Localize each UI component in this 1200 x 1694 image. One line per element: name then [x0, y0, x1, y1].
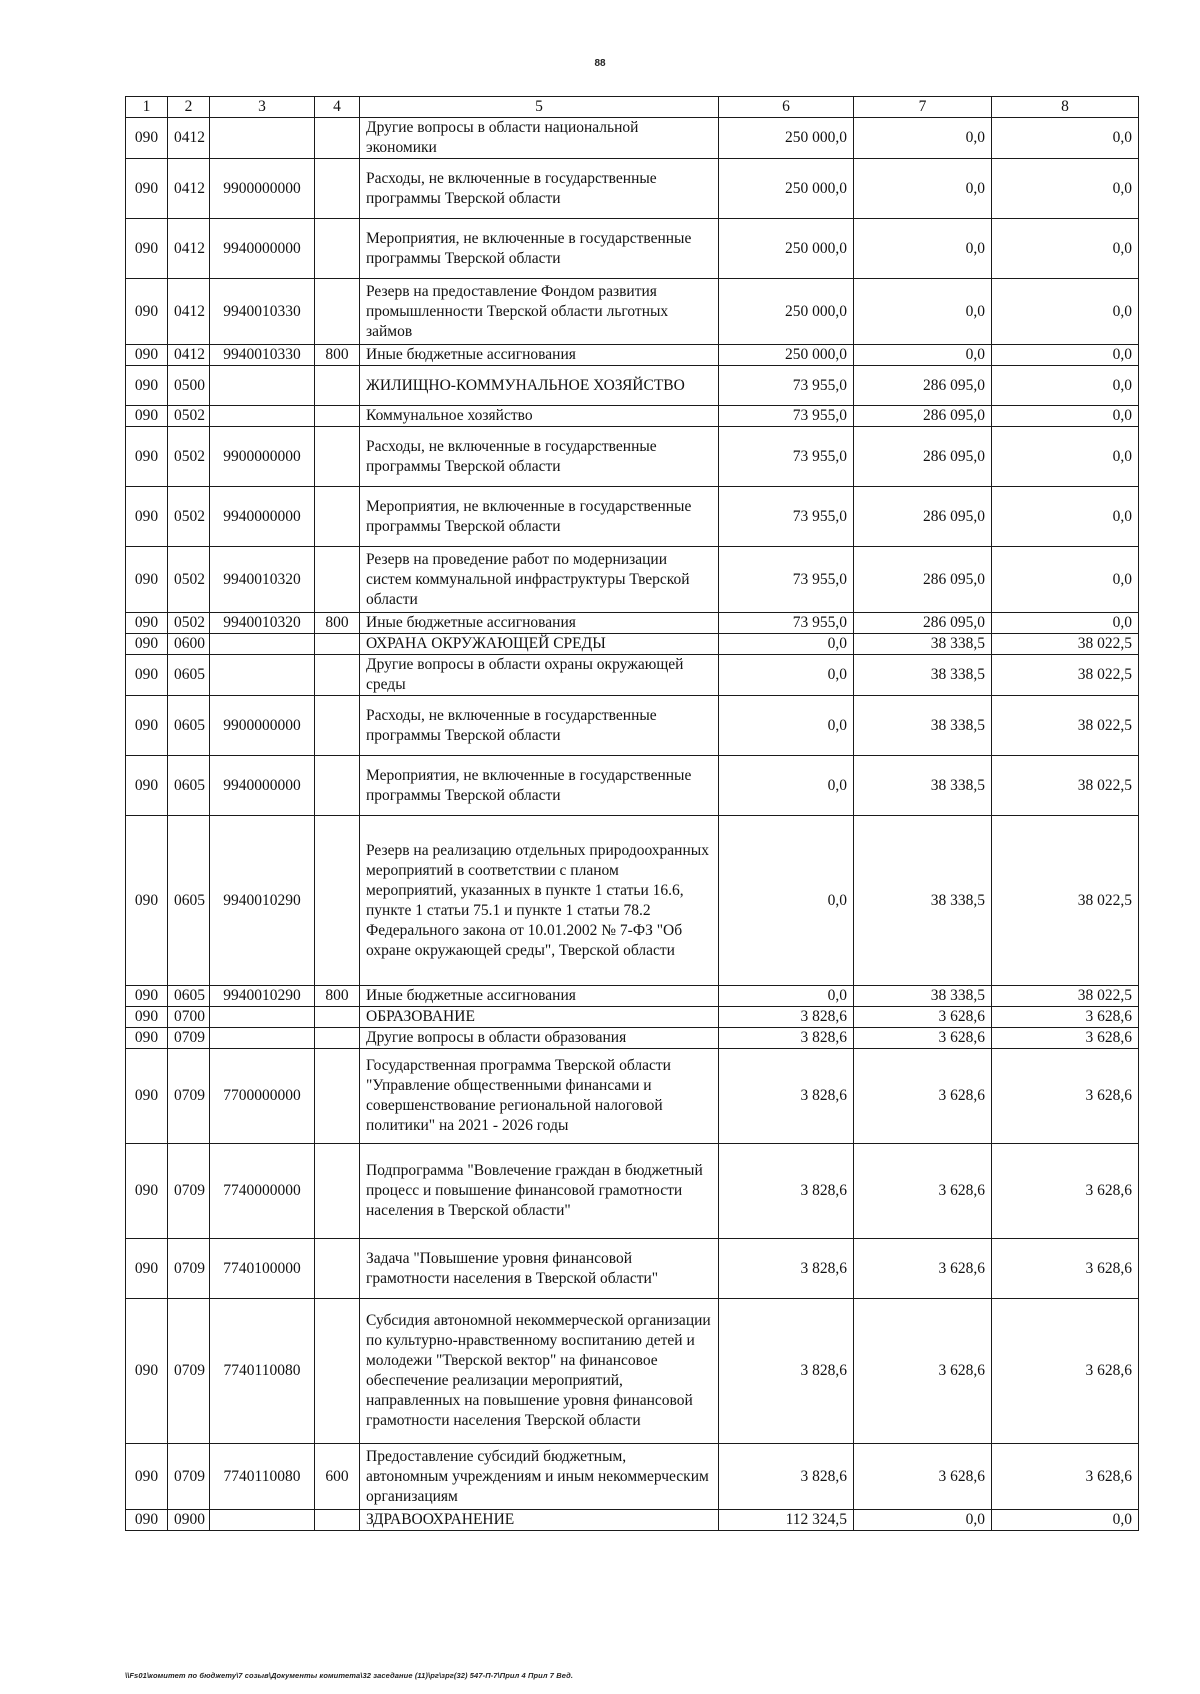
- amount-year-1: 0,0: [719, 986, 854, 1007]
- admin-code: 090: [126, 986, 168, 1007]
- amount-year-1: 0,0: [719, 655, 854, 696]
- section-code: 0709: [168, 1239, 210, 1299]
- item-name: Иные бюджетные ассигнования: [360, 986, 719, 1007]
- page-number: 88: [594, 58, 606, 69]
- admin-code: 090: [126, 487, 168, 547]
- item-name: Другие вопросы в области охраны окружающей среды: [360, 655, 719, 696]
- expense-type-code: [315, 756, 360, 816]
- expense-type-code: [315, 366, 360, 406]
- amount-year-3: 38 022,5: [992, 634, 1139, 655]
- section-code: 0502: [168, 487, 210, 547]
- target-article-code: [210, 366, 315, 406]
- amount-year-2: 286 095,0: [854, 427, 992, 487]
- amount-year-2: 3 628,6: [854, 1049, 992, 1144]
- file-path-footer: \\Fs01\комитет по бюджету\7 созыв\Документы комитета\32 заседание (11)\рг\зрг(32) 547-П-7\Прил 4 Прил 7 Вед.: [125, 1671, 574, 1680]
- table-row: [126, 1239, 1139, 1299]
- amount-year-2: 286 095,0: [854, 487, 992, 547]
- amount-year-3: 0,0: [992, 366, 1139, 406]
- table-row: [126, 427, 1139, 487]
- table-row: [126, 816, 1139, 986]
- target-article-code: 9940000000: [210, 756, 315, 816]
- target-article-code: 7740110080: [210, 1444, 315, 1510]
- target-article-code: [210, 1510, 315, 1531]
- amount-year-1: 0,0: [719, 634, 854, 655]
- amount-year-3: 0,0: [992, 279, 1139, 345]
- table-row: [126, 118, 1139, 159]
- admin-code: 090: [126, 427, 168, 487]
- expense-type-code: [315, 655, 360, 696]
- amount-year-2: 0,0: [854, 279, 992, 345]
- column-number: 3: [210, 97, 315, 118]
- amount-year-2: 286 095,0: [854, 406, 992, 427]
- amount-year-2: 3 628,6: [854, 1444, 992, 1510]
- table-row: [126, 159, 1139, 219]
- section-code: 0709: [168, 1049, 210, 1144]
- expense-type-code: [315, 219, 360, 279]
- section-code: 0605: [168, 756, 210, 816]
- section-code: 0502: [168, 427, 210, 487]
- expense-type-code: [315, 1007, 360, 1028]
- column-number: 8: [992, 97, 1139, 118]
- item-name: ЖИЛИЩНО-КОММУНАЛЬНОЕ ХОЗЯЙСТВО: [360, 366, 719, 406]
- section-code: 0709: [168, 1299, 210, 1444]
- amount-year-2: 38 338,5: [854, 756, 992, 816]
- amount-year-2: 286 095,0: [854, 547, 992, 613]
- admin-code: 090: [126, 547, 168, 613]
- table-row: [126, 1299, 1139, 1444]
- target-article-code: 7740110080: [210, 1299, 315, 1444]
- amount-year-1: 250 000,0: [719, 118, 854, 159]
- column-number: 1: [126, 97, 168, 118]
- admin-code: 090: [126, 1510, 168, 1531]
- section-code: 0502: [168, 406, 210, 427]
- section-code: 0900: [168, 1510, 210, 1531]
- item-name: Резерв на реализацию отдельных природоохранных мероприятий в соответствии с планом мероприятий, указанных в пункте 1 статьи 16.6, пункте 1 статьи 75.1 и пункте 1 статьи 78.2 Федерального закона от 10.01.2002 № 7-ФЗ "Об охране окружающей среды", Тверской области: [360, 816, 719, 986]
- expense-type-code: [315, 118, 360, 159]
- target-article-code: 9940010320: [210, 613, 315, 634]
- amount-year-2: 38 338,5: [854, 634, 992, 655]
- item-name: Резерв на предоставление Фондом развития промышленности Тверской области льготных займов: [360, 279, 719, 345]
- target-article-code: [210, 655, 315, 696]
- amount-year-1: 73 955,0: [719, 427, 854, 487]
- section-code: 0700: [168, 1007, 210, 1028]
- amount-year-3: 0,0: [992, 1510, 1139, 1531]
- amount-year-1: 250 000,0: [719, 159, 854, 219]
- item-name: Коммунальное хозяйство: [360, 406, 719, 427]
- admin-code: 090: [126, 1144, 168, 1239]
- admin-code: 090: [126, 1299, 168, 1444]
- table-row: [126, 655, 1139, 696]
- expense-type-code: [315, 487, 360, 547]
- amount-year-2: 0,0: [854, 159, 992, 219]
- amount-year-1: 0,0: [719, 816, 854, 986]
- item-name: Задача "Повышение уровня финансовой грамотности населения в Тверской области": [360, 1239, 719, 1299]
- target-article-code: 9940000000: [210, 487, 315, 547]
- amount-year-2: 0,0: [854, 219, 992, 279]
- amount-year-2: 0,0: [854, 118, 992, 159]
- admin-code: 090: [126, 756, 168, 816]
- amount-year-3: 0,0: [992, 613, 1139, 634]
- amount-year-3: 0,0: [992, 345, 1139, 366]
- column-number-row: [126, 97, 1139, 118]
- item-name: Другие вопросы в области образования: [360, 1028, 719, 1049]
- section-code: 0412: [168, 118, 210, 159]
- item-name: Другие вопросы в области национальной экономики: [360, 118, 719, 159]
- amount-year-3: 38 022,5: [992, 696, 1139, 756]
- column-number: 2: [168, 97, 210, 118]
- amount-year-3: 3 628,6: [992, 1007, 1139, 1028]
- amount-year-2: 38 338,5: [854, 986, 992, 1007]
- amount-year-1: 250 000,0: [719, 219, 854, 279]
- amount-year-1: 73 955,0: [719, 547, 854, 613]
- item-name: ЗДРАВООХРАНЕНИЕ: [360, 1510, 719, 1531]
- expense-type-code: [315, 1510, 360, 1531]
- table-row: [126, 406, 1139, 427]
- item-name: Подпрограмма "Вовлечение граждан в бюджетный процесс и повышение финансовой грамотности населения в Тверской области": [360, 1144, 719, 1239]
- column-number: 7: [854, 97, 992, 118]
- section-code: 0600: [168, 634, 210, 655]
- expense-type-code: [315, 547, 360, 613]
- admin-code: 090: [126, 655, 168, 696]
- admin-code: 090: [126, 1049, 168, 1144]
- target-article-code: 9900000000: [210, 696, 315, 756]
- amount-year-3: 3 628,6: [992, 1144, 1139, 1239]
- expense-type-code: [315, 159, 360, 219]
- amount-year-2: 3 628,6: [854, 1007, 992, 1028]
- item-name: Мероприятия, не включенные в государственные программы Тверской области: [360, 219, 719, 279]
- expense-type-code: [315, 1239, 360, 1299]
- amount-year-1: 0,0: [719, 756, 854, 816]
- section-code: 0605: [168, 816, 210, 986]
- amount-year-3: 3 628,6: [992, 1239, 1139, 1299]
- section-code: 0502: [168, 547, 210, 613]
- amount-year-2: 286 095,0: [854, 366, 992, 406]
- amount-year-3: 0,0: [992, 427, 1139, 487]
- amount-year-1: 3 828,6: [719, 1239, 854, 1299]
- amount-year-1: 3 828,6: [719, 1299, 854, 1444]
- target-article-code: [210, 406, 315, 427]
- section-code: 0412: [168, 219, 210, 279]
- section-code: 0605: [168, 986, 210, 1007]
- admin-code: 090: [126, 219, 168, 279]
- target-article-code: 9940010330: [210, 345, 315, 366]
- target-article-code: 7740100000: [210, 1239, 315, 1299]
- item-name: Иные бюджетные ассигнования: [360, 345, 719, 366]
- target-article-code: 9940010290: [210, 816, 315, 986]
- table-row: [126, 1007, 1139, 1028]
- amount-year-3: 0,0: [992, 219, 1139, 279]
- target-article-code: 9940000000: [210, 219, 315, 279]
- target-article-code: [210, 118, 315, 159]
- target-article-code: 9900000000: [210, 159, 315, 219]
- section-code: 0605: [168, 696, 210, 756]
- expense-type-code: [315, 1144, 360, 1239]
- item-name: Предоставление субсидий бюджетным, автономным учреждениям и иным некоммерческим организациям: [360, 1444, 719, 1510]
- amount-year-1: 3 828,6: [719, 1049, 854, 1144]
- table-row: [126, 696, 1139, 756]
- amount-year-3: 0,0: [992, 406, 1139, 427]
- expense-type-code: 800: [315, 613, 360, 634]
- admin-code: 090: [126, 1007, 168, 1028]
- target-article-code: 9940010330: [210, 279, 315, 345]
- item-name: Мероприятия, не включенные в государственные программы Тверской области: [360, 487, 719, 547]
- table-row: [126, 986, 1139, 1007]
- amount-year-1: 3 828,6: [719, 1144, 854, 1239]
- amount-year-3: 3 628,6: [992, 1299, 1139, 1444]
- item-name: ОХРАНА ОКРУЖАЮЩЕЙ СРЕДЫ: [360, 634, 719, 655]
- item-name: Расходы, не включенные в государственные программы Тверской области: [360, 427, 719, 487]
- admin-code: 090: [126, 118, 168, 159]
- expense-type-code: [315, 1299, 360, 1444]
- amount-year-3: 3 628,6: [992, 1049, 1139, 1144]
- table-row: [126, 634, 1139, 655]
- admin-code: 090: [126, 159, 168, 219]
- section-code: 0412: [168, 345, 210, 366]
- section-code: 0502: [168, 613, 210, 634]
- target-article-code: [210, 1007, 315, 1028]
- expense-type-code: [315, 406, 360, 427]
- expense-type-code: [315, 427, 360, 487]
- admin-code: 090: [126, 366, 168, 406]
- section-code: 0412: [168, 159, 210, 219]
- amount-year-3: 0,0: [992, 487, 1139, 547]
- amount-year-3: 0,0: [992, 159, 1139, 219]
- target-article-code: 7700000000: [210, 1049, 315, 1144]
- expense-type-code: [315, 279, 360, 345]
- amount-year-2: 0,0: [854, 1510, 992, 1531]
- item-name: Мероприятия, не включенные в государственные программы Тверской области: [360, 756, 719, 816]
- expense-type-code: [315, 1049, 360, 1144]
- expense-type-code: [315, 634, 360, 655]
- item-name: Расходы, не включенные в государственные программы Тверской области: [360, 159, 719, 219]
- amount-year-1: 3 828,6: [719, 1028, 854, 1049]
- amount-year-1: 3 828,6: [719, 1007, 854, 1028]
- table-row: [126, 1510, 1139, 1531]
- expense-type-code: 800: [315, 986, 360, 1007]
- amount-year-3: 0,0: [992, 547, 1139, 613]
- amount-year-1: 73 955,0: [719, 406, 854, 427]
- amount-year-2: 3 628,6: [854, 1239, 992, 1299]
- target-article-code: 9940010290: [210, 986, 315, 1007]
- table-row: [126, 1444, 1139, 1510]
- admin-code: 090: [126, 696, 168, 756]
- amount-year-2: 38 338,5: [854, 696, 992, 756]
- table-row: [126, 1028, 1139, 1049]
- table-row: [126, 756, 1139, 816]
- item-name: Иные бюджетные ассигнования: [360, 613, 719, 634]
- table-row: [126, 345, 1139, 366]
- target-article-code: [210, 1028, 315, 1049]
- amount-year-1: 73 955,0: [719, 613, 854, 634]
- item-name: Расходы, не включенные в государственные программы Тверской области: [360, 696, 719, 756]
- section-code: 0709: [168, 1144, 210, 1239]
- amount-year-1: 73 955,0: [719, 366, 854, 406]
- amount-year-2: 38 338,5: [854, 816, 992, 986]
- amount-year-3: 38 022,5: [992, 986, 1139, 1007]
- table-row: [126, 547, 1139, 613]
- table-row: [126, 613, 1139, 634]
- table-row: [126, 487, 1139, 547]
- amount-year-3: 38 022,5: [992, 756, 1139, 816]
- expense-type-code: [315, 696, 360, 756]
- table-row: [126, 1049, 1139, 1144]
- item-name: Резерв на проведение работ по модернизации систем коммунальной инфраструктуры Тверской области: [360, 547, 719, 613]
- amount-year-3: 3 628,6: [992, 1028, 1139, 1049]
- table-row: [126, 219, 1139, 279]
- amount-year-2: 3 628,6: [854, 1028, 992, 1049]
- expense-type-code: [315, 816, 360, 986]
- target-article-code: [210, 634, 315, 655]
- section-code: 0500: [168, 366, 210, 406]
- expense-type-code: 600: [315, 1444, 360, 1510]
- table-row: [126, 366, 1139, 406]
- section-code: 0709: [168, 1028, 210, 1049]
- amount-year-3: 3 628,6: [992, 1444, 1139, 1510]
- section-code: 0709: [168, 1444, 210, 1510]
- section-code: 0412: [168, 279, 210, 345]
- amount-year-1: 3 828,6: [719, 1444, 854, 1510]
- column-number: 6: [719, 97, 854, 118]
- section-code: 0605: [168, 655, 210, 696]
- amount-year-2: 38 338,5: [854, 655, 992, 696]
- target-article-code: 7740000000: [210, 1144, 315, 1239]
- amount-year-1: 73 955,0: [719, 487, 854, 547]
- item-name: Субсидия автономной некоммерческой организации по культурно-нравственному воспитанию детей и молодежи "Тверской вектор" на финансовое обеспечение реализации мероприятий, направленных на повышение уровня финансовой грамотности населения Тверской области: [360, 1299, 719, 1444]
- amount-year-3: 38 022,5: [992, 655, 1139, 696]
- target-article-code: 9900000000: [210, 427, 315, 487]
- amount-year-2: 3 628,6: [854, 1299, 992, 1444]
- item-name: ОБРАЗОВАНИЕ: [360, 1007, 719, 1028]
- item-name: Государственная программа Тверской области "Управление общественными финансами и совершенствование региональной налоговой политики" на 2021 - 2026 годы: [360, 1049, 719, 1144]
- amount-year-1: 250 000,0: [719, 345, 854, 366]
- admin-code: 090: [126, 1028, 168, 1049]
- admin-code: 090: [126, 345, 168, 366]
- expense-type-code: 800: [315, 345, 360, 366]
- budget-table: [125, 96, 1139, 1531]
- admin-code: 090: [126, 816, 168, 986]
- expense-type-code: [315, 1028, 360, 1049]
- table-row: [126, 279, 1139, 345]
- admin-code: 090: [126, 279, 168, 345]
- amount-year-1: 250 000,0: [719, 279, 854, 345]
- amount-year-1: 112 324,5: [719, 1510, 854, 1531]
- amount-year-3: 38 022,5: [992, 816, 1139, 986]
- amount-year-1: 0,0: [719, 696, 854, 756]
- admin-code: 090: [126, 406, 168, 427]
- amount-year-2: 3 628,6: [854, 1144, 992, 1239]
- admin-code: 090: [126, 1444, 168, 1510]
- column-number: 5: [360, 97, 719, 118]
- amount-year-2: 286 095,0: [854, 613, 992, 634]
- amount-year-2: 0,0: [854, 345, 992, 366]
- table-row: [126, 1144, 1139, 1239]
- admin-code: 090: [126, 634, 168, 655]
- target-article-code: 9940010320: [210, 547, 315, 613]
- admin-code: 090: [126, 1239, 168, 1299]
- column-number: 4: [315, 97, 360, 118]
- amount-year-3: 0,0: [992, 118, 1139, 159]
- admin-code: 090: [126, 613, 168, 634]
